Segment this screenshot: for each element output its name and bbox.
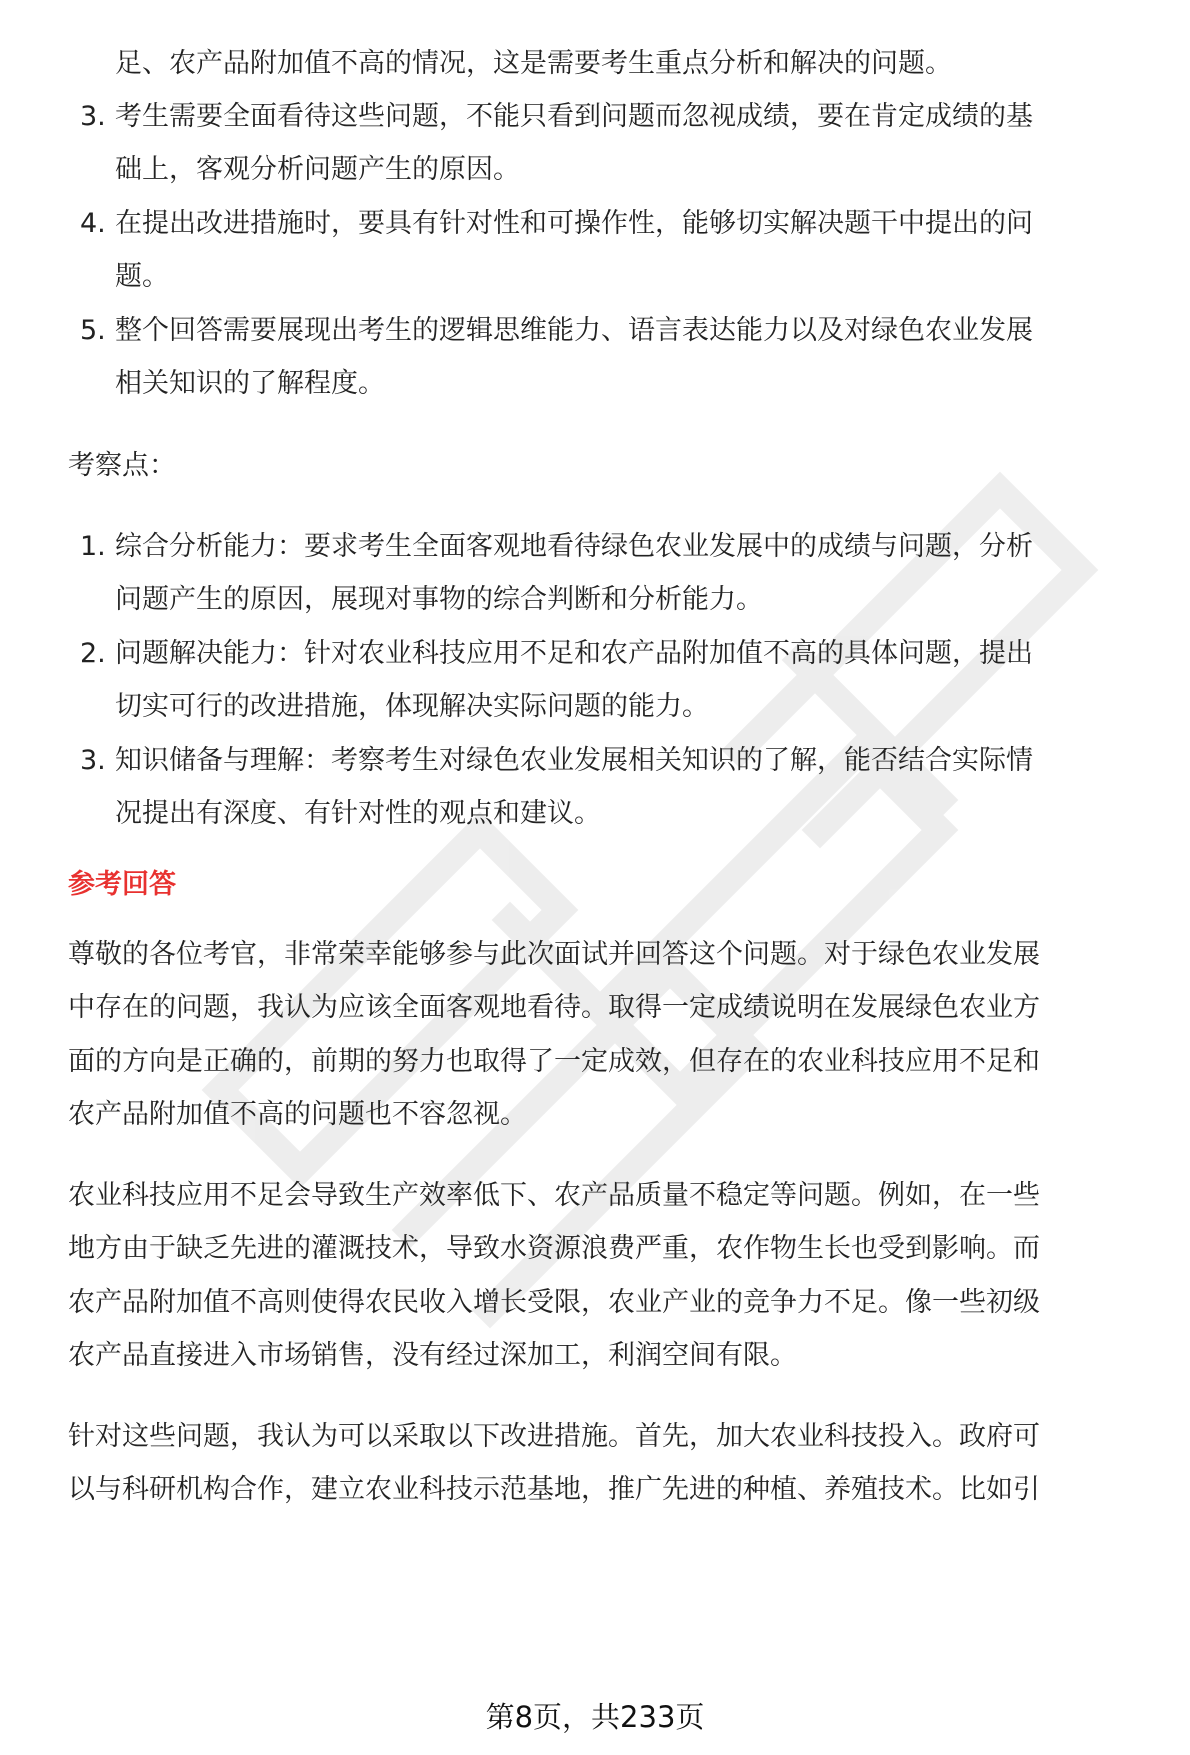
paragraph-line: 针对这些问题，我认为可以采取以下改进措施。首先，加大农业科技投入。政府可	[68, 1421, 1040, 1452]
list-item-number: 4.	[80, 208, 106, 239]
paragraph-line: 尊敬的各位考官，非常荣幸能够参与此次面试并回答这个问题。对于绿色农业发展	[68, 939, 1040, 970]
list-item-number: 1.	[80, 531, 106, 562]
paragraph-line: 面的方向是正确的，前期的努力也取得了一定成效，但存在的农业科技应用不足和	[68, 1046, 1040, 1077]
paragraph-line: 农产品附加值不高则使得农民收入增长受限，农业产业的竞争力不足。像一些初级	[68, 1287, 1040, 1318]
list-item-continuation: 足、农产品附加值不高的情况，这是需要考生重点分析和解决的问题。	[115, 48, 952, 79]
list-item-line: 础上，客观分析问题产生的原因。	[115, 154, 520, 185]
paragraph-line: 农业科技应用不足会导致生产效率低下、农产品质量不稳定等问题。例如，在一些	[68, 1180, 1040, 1211]
list-item-line: 问题解决能力：针对农业科技应用不足和农产品附加值不高的具体问题，提出	[115, 638, 1033, 669]
page-number-footer: 第8页，共233页	[485, 1700, 705, 1734]
list-item-line: 相关知识的了解程度。	[115, 368, 385, 399]
list-item-number: 2.	[80, 638, 106, 669]
list-item-line: 在提出改进措施时，要具有针对性和可操作性，能够切实解决题干中提出的问	[115, 208, 1033, 239]
paragraph-line: 农产品直接进入市场销售，没有经过深加工，利润空间有限。	[68, 1340, 797, 1371]
list-item-line: 考生需要全面看待这些问题，不能只看到问题而忽视成绩，要在肯定成绩的基	[115, 101, 1033, 132]
list-item-line: 问题产生的原因，展现对事物的综合判断和分析能力。	[115, 584, 763, 615]
list-item-line: 知识储备与理解：考察考生对绿色农业发展相关知识的了解，能否结合实际情	[115, 745, 1033, 776]
section-heading-exam-points: 考察点：	[68, 450, 176, 481]
section-heading-reference-answer: 参考回答	[68, 869, 176, 900]
paragraph-line: 以与科研机构合作，建立农业科技示范基地，推广先进的种植、养殖技术。比如引	[68, 1474, 1040, 1505]
list-item-line: 切实可行的改进措施，体现解决实际问题的能力。	[115, 691, 709, 722]
paragraph-line: 中存在的问题，我认为应该全面客观地看待。取得一定成绩说明在发展绿色农业方	[68, 992, 1040, 1023]
list-item-number: 3.	[80, 101, 106, 132]
list-item-line: 整个回答需要展现出考生的逻辑思维能力、语言表达能力以及对绿色农业发展	[115, 315, 1033, 346]
list-item-line: 综合分析能力：要求考生全面客观地看待绿色农业发展中的成绩与问题，分析	[115, 531, 1033, 562]
list-item-line: 况提出有深度、有针对性的观点和建议。	[115, 798, 601, 829]
list-item-number: 5.	[80, 315, 106, 346]
paragraph-line: 农产品附加值不高的问题也不容忽视。	[68, 1099, 527, 1130]
list-item-number: 3.	[80, 745, 106, 776]
list-item-line: 题。	[115, 261, 169, 292]
paragraph-line: 地方由于缺乏先进的灌溉技术，导致水资源浪费严重，农作物生长也受到影响。而	[68, 1233, 1040, 1264]
